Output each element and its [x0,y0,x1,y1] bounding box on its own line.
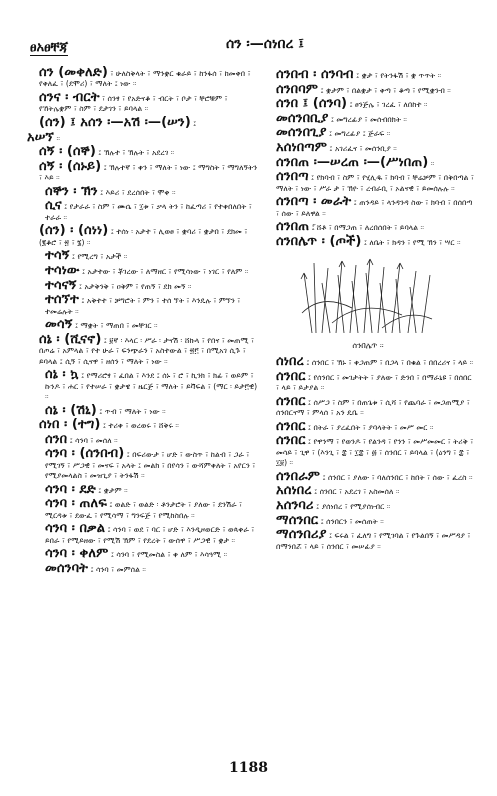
entry-headword: አሰነበረ [276,483,312,499]
entry-definition: ፣ ሰንፃ ፣ የአድናቆ ፣ ብርት ፣ ቦታ ፣ ቸሮቹም ፣ የኸትሌቋም ፣ ስም ፣ ደታገን ፣ ይባላል ። [39,94,228,114]
entry-headword: ሲና [45,198,62,214]
dictionary-entry [262,370,474,394]
entry-definition: ፤ ተሰነ ፡ አታተ ፣ ሊወፀ ፣ ቋባሪ ፣ ቋታበ ፣ ደክመ ፣ (፪ቆሮ ፣ ፳ ፣ ፮) ። [39,227,248,247]
entry-headword: ሳንባ ፡ (ሰንበብ) [45,446,125,462]
dictionary-entry [25,562,260,575]
running-head-title: ሰን ፡—ሰነበረ ፤ [226,36,304,52]
dictionary-entry [25,293,260,317]
entry-definition: ፤ ፟ሸቶ ፣ በማጋጠ ፣ ለረበሰበት ፣ ይባላል ። [309,223,424,233]
entry-definition: ፤ ሰንበር ፣ አደረገ ፣ አስመሰለ ። [311,487,400,497]
entry-headword: መሰንበጊያ [276,125,327,141]
entry-definition: ፤ ሳንባ ፣ የሚመስል ፣ ቀ ለም ፣ እሳጓሚ ። [108,550,228,560]
entry-headword: ሰንበ [45,431,68,447]
entry-definition: ፤ አቅተተ ፣ ቻግሮት ፣ ምን ፣ ተሰ ኘት ፣ እንዴሉ ፣ ምኘን ፣ ተመሬሉት ። [45,296,241,316]
dictionary-entry [262,528,474,552]
entry-definition: ፤ ሰንበር ፣ ኽኑ ፣ ቀጋጠም ፣ በጋላ ፣ በቁል ፣ በበረሪና ፣ ላይ ። [303,358,474,368]
entry-definition: ፤ ሳንባ ፣ መምሰል ። [88,564,146,574]
entry-definition: ፤ ለቤት ፣ ክዳን ፣ የሚ ኽን ፣ ሣር ። [361,237,461,247]
dictionary-entry [25,224,260,248]
entry-headword: ሰነበረ [276,354,304,370]
entry-headword: ሰንበብ ፡ ሰንባብ [276,67,354,82]
entry-definition: ፤ ቋታም ፣ በልቋታ ፣ ቀጣ ፣ ቆጣ ፣ የሚቋንብ ። [318,85,451,95]
entry-definition: ፤ ያሰነበረ ፣ የሚያሰነብር ። [313,501,391,511]
dictionary-entry [25,447,260,481]
dictionary-entry [25,91,260,115]
dictionary-entry [262,195,474,219]
entry-headword: አሠኘ [27,129,55,145]
entry-definition: ፤ ኽሉተኛ ፣ ቀን ፣ ማለት ፣ ነው ፤ ማግስት ፣ ማግለኝትን ፣ እይ ። [39,162,258,183]
dictionary-entry [262,170,474,194]
entry-headword: አሰነበጣም [276,139,328,155]
entry-definition: ፣ ሁለስቅላት ፣ ማንቋር ቁራይ ፣ ከንፋሰ ፣ ከመቀበ ፣ የቀለፈ ፣ (ደሞሪ) ፣ ማለት ፤ ነው ። [39,69,251,89]
dictionary-entry [25,333,260,367]
dictionary-entry [25,497,260,521]
entry-headword: ሰን (መቀለድ) [39,65,108,80]
right-column-top-entries [262,68,474,248]
dictionary-entry [262,355,474,368]
dictionary-entry [262,484,474,497]
dictionary-entry [25,279,260,292]
dictionary-entry [25,318,260,331]
dictionary-entry [262,235,474,248]
dictionary-entry [262,434,474,468]
running-head-left: ፀአፀቸጃ [30,40,69,55]
left-column [25,66,260,577]
dictionary-entry [25,131,260,144]
entry-headword: ሰንበጠ ፡—ሠረጠ ፡—(ሥነበጠ) [276,154,429,170]
entry-headword: ሰንበሌጥ ፡ (ጦች) [276,233,362,249]
dictionary-entry [262,470,474,483]
entry-definition: ፤ ፀንጅሌ ፣ ገረፈ ፣ ለበከተ ። [347,100,428,110]
dictionary-entry [25,404,260,417]
dictionary-entry [262,514,474,527]
entry-definition: ፤ ኽሉተ ፣ ኽሉት ፣ አደረገ ። [95,148,175,158]
entry-headword: ሰንበጣ [276,169,309,185]
entry-headword: (ሰን) ፡ (ሰነነ) [39,223,109,239]
dictionary-entry [262,220,474,233]
entry-headword: ሰንበር [276,393,306,409]
entry-definition: ፤ ሰንበር ፣ ያለው ፣ ባለሰንበር ፣ ከበት ፣ ሰው ፣ ፈረስ ። [320,472,473,482]
dictionary-entry [262,126,474,139]
entry-definition: ፤ ፍሩል ፣ ፈለግ ፣ የሚገባል ፣ የጉልበኝ ፣ መሥዳያ ፣ በማንበሯ ፣ ላይ ፣ ሰንበር ፣ መሠፊያ ። [276,531,471,551]
entry-definition: ፤ በትራ ፣ ያረፈበት ፣ ያባላትት ፣ መሥ መር ። [305,422,434,432]
entry-headword: ማሰንበሪያ [276,527,327,543]
entry-headword: ሰንበጣ ፡ መራት [276,194,352,210]
entry-headword: ተሰኘተ [45,292,79,308]
entry-headword: ሰንበራም [276,468,321,484]
dictionary-entry [262,141,474,154]
entry-definition: ፤ ተሪቀ ፣ ወረወሩ ፣ ሸቅሩ ። [100,421,179,431]
dictionary-entry [262,68,474,81]
entry-definition: ፤ ሰሥጋ ፣ ስም ፣ በጠጌቱ ፣ ሲሻ ፣ የጨባራ ፣ መጋጠሚያ ፣ ሰንበርናማ ፣ ምላሰ ፣ አን ዴቤ ። [276,397,470,418]
entry-definition: ፤ የታራራ ፣ ስም ፣ ሙሴ ፣ ፲ቱ ፣ ቃላ ትን ፣ ከፈጣሪ ፣ የተቀበለበት ፣ ተራራ ። [45,202,252,222]
entry-definition: ፤ ወልድ ፣ ወልድ ፡ ቶንታሮት ፣ ያለው ፣ ደንሽራ ፣ ሚርዳቱ ፣ ደውፈ ፣ የሚሳማ ፣ ግንፍጅ ፣ የሚከስበሉ ። [45,500,243,520]
entry-definition: ፤ አታቅንቅ ፣ ዐቅም ፣ የጠኝ ፣ ደክ መኝ ። [76,281,192,291]
dictionary-entry [262,112,474,125]
entry-definition: ፤ መግረፊያ ፤ ጅራፍ ። [326,129,391,139]
entry-headword: ሰኞን ፡ ኽን [45,183,98,199]
entry-definition: ፤ አገሪፈና ፣ መሰንቢያ ። [327,143,397,153]
entry-headword: ሰንበ ፤ (ሰንባ) [276,96,348,112]
dictionary-entry [25,66,260,90]
dictionary-entry [262,420,474,433]
entry-headword: ተሳናኝ [45,277,77,293]
entry-definition: ፤ ሳንባ ፣ መሰለ ። [67,435,118,445]
right-column-bottom-entries [262,355,474,552]
entry-headword: ሳንባ ፡ በቃል [45,521,106,537]
entry-definition: ፤ አታተው ፣ ቾገረው ፣ ለማዘር ፣ የሚሳነው ፣ ነገር ፣ የለም ። [79,266,249,276]
dictionary-entry [25,160,260,184]
dictionary-entry [262,83,474,96]
entry-definition: ፤ [190,119,197,128]
entry-definition: ፤ የክባብ ፣ ስም ፣ የሂሊዱ ፣ ክባብ ፣ ቸሬቻም ፣ በቅበጣል ፣ ማለት ፣ ነው ፣ ሥራ ታ ፣ ኽዮ ፣ ረብራቢ ፣ ኦልናዊ ፣ ይመሰሉሉ ። [276,173,474,193]
illustration-caption: ሰንበሌጥ ። [352,340,384,350]
entry-headword: ማሰንበር [276,512,319,528]
entry-definition: ። [54,133,61,143]
entry-definition: ፤ የሰንበር ፣ መገታትት ፣ ያለው ፣ ድንበ ፣ በማራኒዩ ፣ በሰበር ፣ ላይ ፣ ይታያል ። [276,372,472,393]
entry-definition: ፤ ጥብ ፣ ማለት ፣ ነው ። [96,406,166,416]
entry-definition: ፤ መግረፊያ ፣ መሰብበክት ። [328,114,407,124]
entry-headword: መሳኝ [45,317,73,333]
entry-definition: ፤ የሚረግ ፣ አታች ። [69,252,128,262]
entry-headword: ሰኔ ፡ (ሺናኖ) [39,331,102,347]
entry-headword: ሰነበ ፡ (ተግ) [39,417,101,433]
dictionary-entry [262,499,474,512]
entry-headword: አሰንባሪ [276,497,314,513]
dictionary-entry [262,156,474,169]
dictionary-entry [25,116,260,129]
dictionary-entry [25,522,260,546]
reed-grass-illustration [292,253,442,335]
entry-headword: ሰኔ ፡ ኳ [45,367,79,383]
entry-headword: ተሳነው [45,262,80,278]
entry-definition: ፤ ሳንባ ፣ ወደ ፣ ባር ፣ ሆድ ፣ እንዲዞወርድ ፣ ወጳቀራ ፣ ይበራ ፣ የሚይዘው ፣ የሚሽ ኽም ፣ የደረት ፣ ውሰዋ ፣ ሥጋዊ ፣ ቋታ ። [45,525,255,545]
dictionary-entry [262,395,474,419]
entry-definition: ። [428,158,435,168]
entry-headword: ሰንበር [276,418,306,434]
entry-headword: ሰንና ፡ ብርት [39,90,100,105]
dictionary-entry [262,97,474,110]
entry-definition: ፤ በፍሪውታ ፣ ሆድ ፣ ውስጥ ፣ ከልብ ፣ ጋራ ፣ የሚገኝ ፣ ሥጋዊ ፣ መናፍ ፣ አላት ፤ መልክ ፣ በየሳን ፣ ውሻምቀለት ፣ አየርን ፣ የሚያመላልስ ፣ መዝጊያ ፣ ትንፋሽ ። [45,450,256,481]
entry-headword: ሰንበር [276,433,306,449]
dictionary-entry [25,199,260,223]
right-column [262,68,474,553]
entry-headword: ሰንበር [276,368,306,384]
entry-headword: ሰኝ ፡ (ሰኞ) [39,144,96,160]
entry-headword: ሰንበባም [276,81,319,97]
dictionary-entry [25,368,260,402]
entry-headword: (ሰን) ፤ አሰን ፡—አሽ ፡—(ሠን) [39,115,191,130]
page-number: 1188 [229,760,268,776]
entry-headword: መሰንባት [45,560,89,576]
entry-headword: ሳንባ ፡ ቀለም [45,546,109,562]
dictionary-entry [25,433,260,446]
dictionary-entry [25,418,260,431]
entry-headword: ሳንባ ፡ ደድ [45,481,96,497]
entry-definition: ፤ ቋታም ። [95,485,128,495]
dictionary-entry [25,264,260,277]
dictionary-entry [25,185,260,198]
entry-definition: ፤ የማሪሮፃ ፣ ፈበል ፣ እንደ ፤ ሰኑ ፣ ሮ ፣ ኪንክ ፣ ክፊ ፣ ወይም ፣ ኩንዶ ፣ ሐር ፣ የተሠራ ፣ ቋታዌ ፣ ዜርጅ ፣ ማለት ፣ ይቫፍል ፣ (ማር ፡ ይታ፫ዊ) ። [45,371,258,401]
entry-headword: ሰኝ ፡ (ሰኑይ) [39,158,102,174]
entry-headword: ተሳኝ [45,248,70,264]
dictionary-entry [25,483,260,496]
entry-definition: ፤ ፱ኛ ፡ እላር ፡ ሥራ ፡ ታናሽ ፡ ሸኩላ ፣ የበና ፣ መጠሚ ፣ በጦሬ ፣ አምላል ፣ የተ ሁራ ፣ ፍንጭራን ፣ አስተውል ፣ ፳፫ ፣ በሚአገ ሲጉ ፣ ይባላል ፤ ሲኝ ፣ ሲናዋ ፣ ዘሰን ፣ ማለት ፣ ነው ። [39,335,255,366]
entry-definition: ፤ የዋንማ ፣ የወንዶ ፣ የልንዳ ፣ የንን ፣ መሥመመር ፣ ትሪቅ ፣ መሳይ ፣ ጊዋ ፣ (እንጊ ፣ ፰ ፣ ፲፰ ፣ ፴ ፣ ሰንበር ፣ ይባላል ፣ (ዕንግ ፣ ፰ ፣ ፲፱) ። [276,437,474,468]
dictionary-entry [25,547,260,560]
entry-definition: ፤ ማቋት ፣ ማጠበ ፣ መቸገር ። [72,321,158,331]
dictionary-entry [25,249,260,262]
entry-definition: ፤ ቋታ ፣ የትንፋሽ ፣ ቋ ጥጥት ። [353,71,442,80]
dictionary-entry [25,145,260,158]
entry-definition: ፤ ሰንበርን ፣ መሰጠት ። [318,516,384,526]
entry-headword: መሰንበቢያ [276,110,329,126]
entry-definition: ፤ እይሪ ፣ ደረሰበት ፣ ሞቀ ። [97,187,176,197]
entry-headword: ሳንባ ፡ ጠለፍ [45,496,107,512]
entry-headword: ሰንበጠ [276,219,310,235]
entry-definition: ፤ ጠንዳይ ፣ ላንዳንዳ ስው ፣ ክባብ ፣ በሰበጣ ፣ ሰው ፣ ይለዋል ። [276,198,473,218]
entry-headword: ሰኔ ፡ (ሽኒ) [45,402,97,418]
